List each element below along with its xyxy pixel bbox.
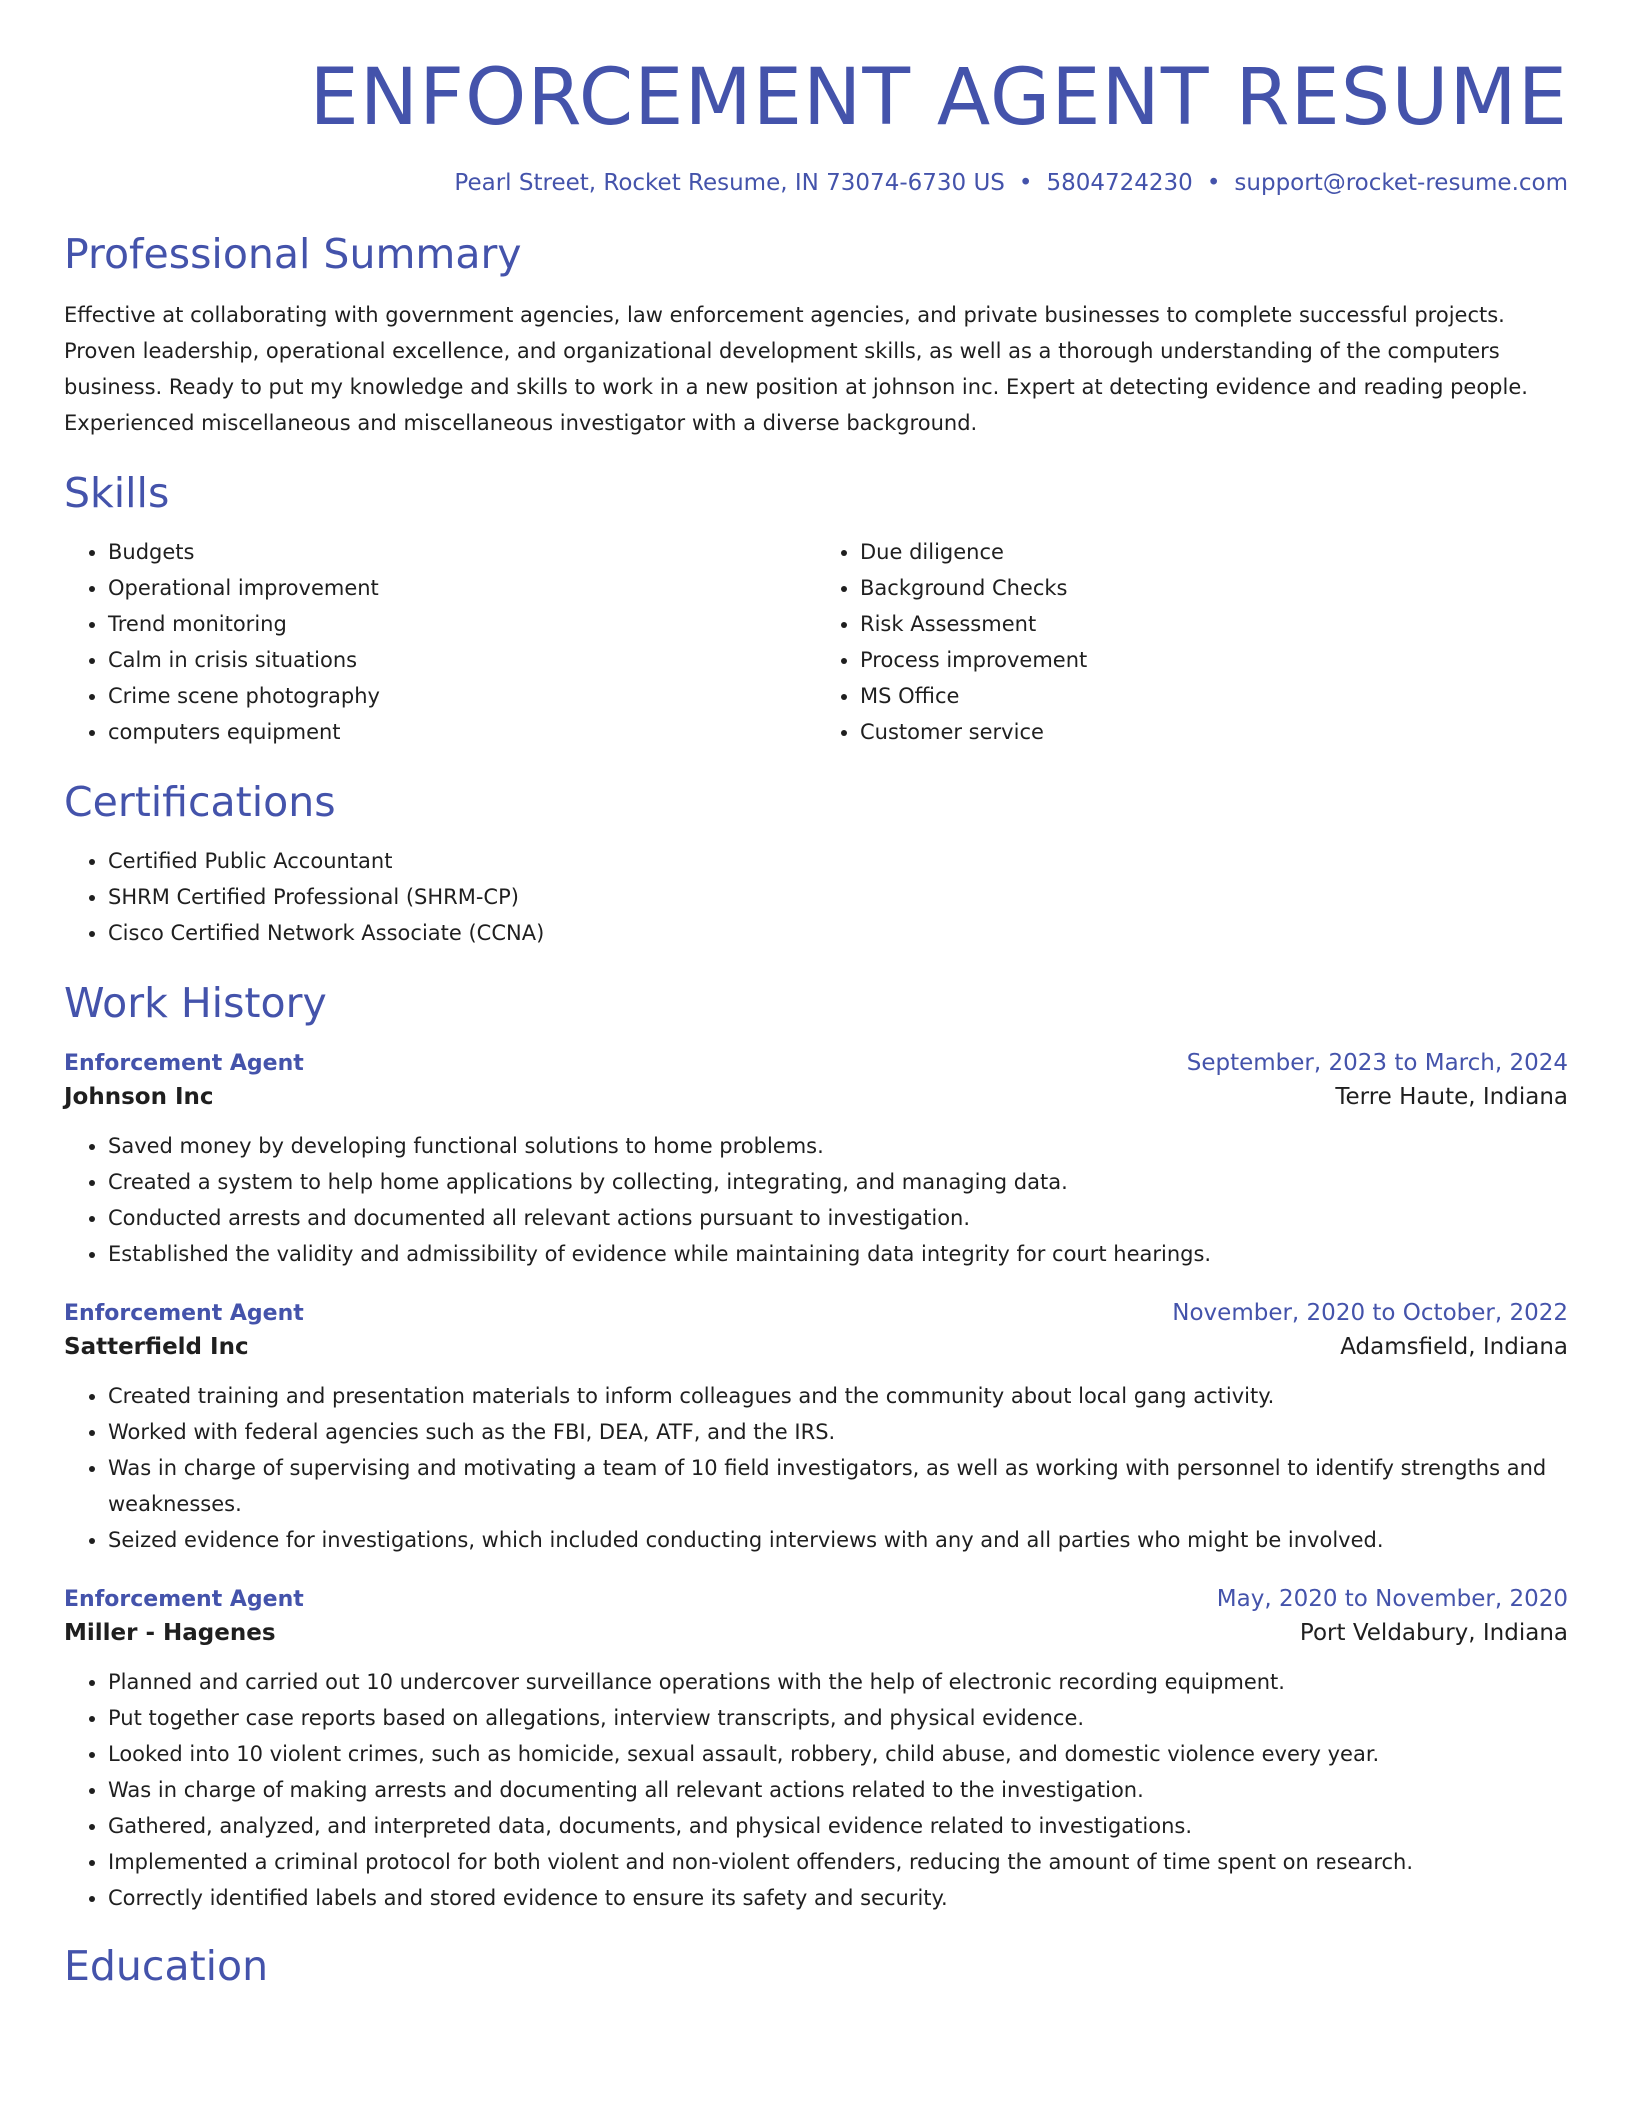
skill-item: • Customer service — [860, 714, 1568, 750]
job-location: Port Veldabury, Indiana — [1299, 1620, 1568, 1647]
job-duties-list — [64, 1128, 1568, 1272]
job-title: Enforcement Agent — [64, 1301, 304, 1327]
contact-line — [64, 170, 1568, 196]
job-duty-item: • Established the validity and admissibility of evidence while maintaining data integrity for court hearings. — [108, 1236, 1568, 1272]
job-company: Johnson Inc — [64, 1084, 214, 1111]
certifications-list — [64, 843, 1568, 951]
job-duty-item: • Created a system to help home applications by collecting, integrating, and managing data. — [108, 1164, 1568, 1200]
summary-text: Effective at collaborating with government agencies, law enforcement agencies, and private businesses to complete successful projects. Proven leadership, operational excellence, and organizational development skills, as well as a thorough understanding of the computers business. Ready to put my knowledge and skills to work in a new position at johnson inc. Expert at detecting evidence and reading people. Experienced miscellaneous and miscellaneous investigator with a diverse background. — [64, 302, 1528, 435]
job-company-row — [64, 1084, 1568, 1110]
skill-item: • Budgets — [108, 534, 816, 570]
skill-item: • Risk Assessment — [860, 606, 1568, 642]
skill-item: • MS Office — [860, 678, 1568, 714]
job-duty-item: • Was in charge of supervising and motivating a team of 10 field investigators, as well as working with personnel to identify strengths and weaknesses. — [108, 1450, 1568, 1522]
skills-heading: Skills — [64, 468, 170, 517]
job-entry — [64, 1300, 1568, 1558]
contact-separator: • — [1018, 169, 1033, 196]
job-company: Miller - Hagenes — [64, 1620, 276, 1647]
job-duty-item: • Worked with federal agencies such as the FBI, DEA, ATF, and the IRS. — [108, 1414, 1568, 1450]
summary-heading: Professional Summary — [64, 229, 522, 278]
job-company: Satterfield Inc — [64, 1334, 249, 1361]
skill-item: • Trend monitoring — [108, 606, 816, 642]
job-duty-item: • Conducted arrests and documented all relevant actions pursuant to investigation. — [108, 1200, 1568, 1236]
education-heading: Education — [64, 1942, 269, 1991]
job-title: Enforcement Agent — [64, 1587, 304, 1613]
resume-title: ENFORCEMENT AGENT RESUME — [309, 53, 1568, 143]
job-duty-item: • Put together case reports based on allegations, interview transcripts, and physical evidence. — [108, 1700, 1568, 1736]
certification-item: • SHRM Certified Professional (SHRM-CP) — [108, 879, 1568, 915]
job-title-row — [64, 1300, 1568, 1326]
job-title: Enforcement Agent — [64, 1051, 304, 1077]
skills-list-right — [816, 534, 1568, 750]
job-title-row — [64, 1586, 1568, 1612]
skill-item: • Operational improvement — [108, 570, 816, 606]
job-title-row — [64, 1050, 1568, 1076]
job-duty-item: • Looked into 10 violent crimes, such as homicide, sexual assault, robbery, child abuse, and domestic violence every year. — [108, 1736, 1568, 1772]
certifications-heading: Certifications — [64, 777, 336, 826]
work-history-section — [64, 979, 1568, 1916]
job-company-row — [64, 1620, 1568, 1646]
skills-grid — [64, 518, 1568, 750]
job-duty-item: • Correctly identified labels and stored evidence to ensure its safety and security. — [108, 1880, 1568, 1916]
job-company-row — [64, 1334, 1568, 1360]
certifications-section — [64, 778, 1568, 951]
job-entry — [64, 1050, 1568, 1272]
skills-section — [64, 469, 1568, 750]
summary-section — [64, 230, 1568, 441]
job-duty-item: • Implemented a criminal protocol for both violent and non-violent offenders, reducing the amount of time spent on research. — [108, 1844, 1568, 1880]
certification-item: • Cisco Certified Network Associate (CCNA) — [108, 915, 1568, 951]
job-dates: November, 2020 to October, 2022 — [1172, 1300, 1568, 1327]
skill-item: • Process improvement — [860, 642, 1568, 678]
job-dates: September, 2023 to March, 2024 — [1186, 1050, 1568, 1077]
skill-item: • Crime scene photography — [108, 678, 816, 714]
job-location: Adamsfield, Indiana — [1340, 1334, 1568, 1361]
job-dates: May, 2020 to November, 2020 — [1216, 1586, 1568, 1613]
job-duty-item: • Gathered, analyzed, and interpreted data, documents, and physical evidence related to investigations. — [108, 1808, 1568, 1844]
job-duty-item: • Was in charge of making arrests and documenting all relevant actions related to the investigation. — [108, 1772, 1568, 1808]
contact-separator: • — [1206, 169, 1221, 196]
certification-item: • Certified Public Accountant — [108, 843, 1568, 879]
job-duty-item: • Created training and presentation materials to inform colleagues and the community about local gang activity. — [108, 1378, 1568, 1414]
job-duty-item: • Saved money by developing functional solutions to home problems. — [108, 1128, 1568, 1164]
skill-item: • computers equipment — [108, 714, 816, 750]
job-duty-item: • Seized evidence for investigations, which included conducting interviews with any and all parties who might be involved. — [108, 1522, 1568, 1558]
contact-address: Pearl Street, Rocket Resume, IN 73074-6730 US — [454, 169, 1005, 196]
job-location: Terre Haute, Indiana — [1335, 1084, 1568, 1111]
skill-item: • Calm in crisis situations — [108, 642, 816, 678]
job-duty-item: • Planned and carried out 10 undercover surveillance operations with the help of electronic recording equipment. — [108, 1664, 1568, 1700]
contact-phone[interactable]: 5804724230 — [1046, 169, 1193, 196]
education-section — [64, 1942, 1568, 1991]
resume-header — [64, 0, 1568, 196]
job-duties-list — [64, 1378, 1568, 1558]
contact-email[interactable]: support@rocket-resume.com — [1234, 169, 1568, 196]
job-duties-list — [64, 1664, 1568, 1916]
job-entry — [64, 1586, 1568, 1916]
skills-list-left — [64, 534, 816, 750]
work-history-heading: Work History — [64, 979, 327, 1028]
skill-item: • Due diligence — [860, 534, 1568, 570]
skill-item: • Background Checks — [860, 570, 1568, 606]
